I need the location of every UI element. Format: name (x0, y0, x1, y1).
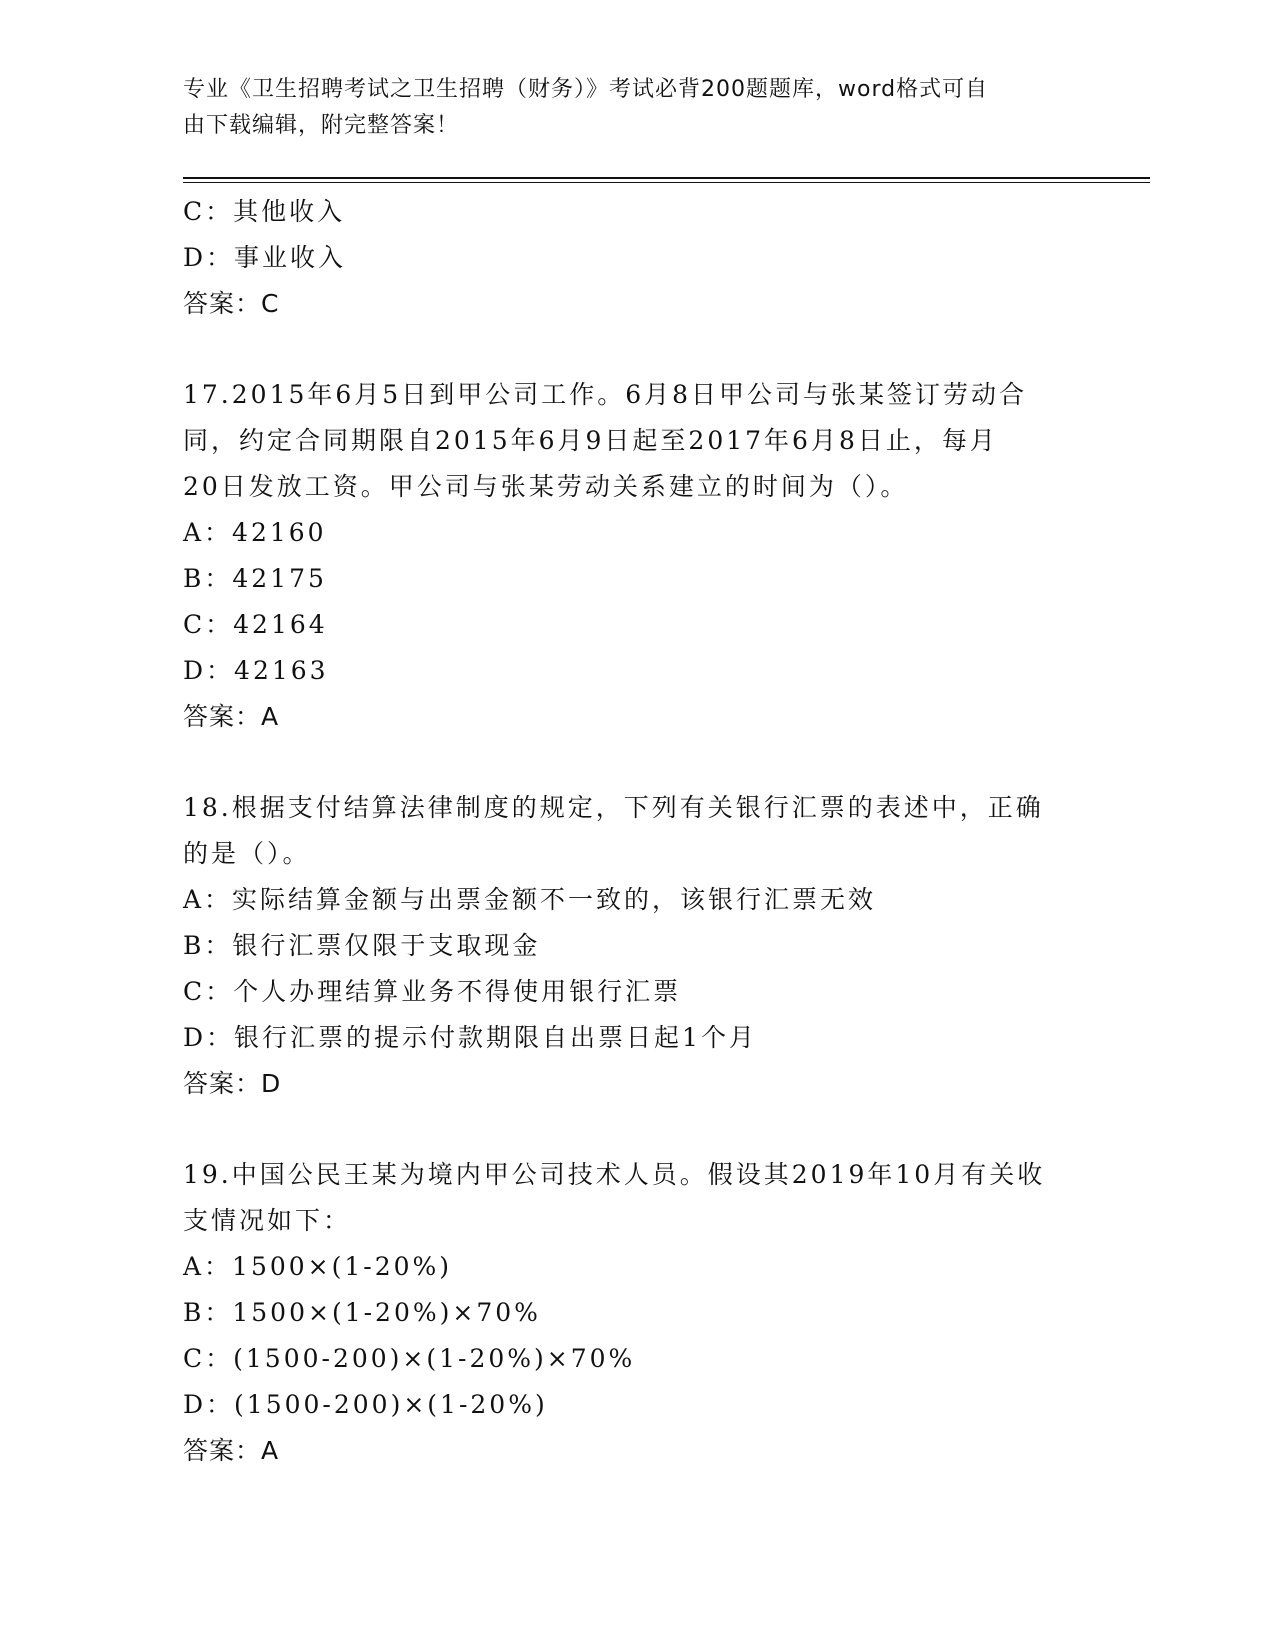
option-d: D：事业收入 (183, 243, 347, 272)
question-list (183, 189, 1083, 1474)
question-18-option-b: B：银行汇票仅限于支取现金 (183, 931, 541, 960)
header-line-1: 专业《卫生招聘考试之卫生招聘（财务）》考试必背200题题库，word格式可自 (183, 77, 989, 102)
question-19-text-line-2: 支情况如下： (183, 1206, 352, 1235)
question-19-option-d: D：(1500-200)×(1-20%) (183, 1390, 548, 1419)
question-18-option-a: A：实际结算金额与出票金额不一致的，该银行汇票无效 (183, 885, 877, 914)
question-18-option-d: D：银行汇票的提示付款期限自出票日起1个月 (183, 1023, 757, 1052)
question-17-option-d: D：42163 (183, 656, 329, 685)
question-19-answer: 答案：A (183, 1436, 280, 1465)
question-17-option-c: C：42164 (183, 610, 328, 639)
option-c: C：其他收入 (183, 197, 346, 226)
question-18-answer: 答案：D (183, 1069, 282, 1098)
document-header (183, 72, 1063, 144)
question-17-answer: 答案：A (183, 702, 280, 731)
question-19-option-c: C：(1500-200)×(1-20%)×70% (183, 1344, 636, 1373)
question-18-text-line-1: 18.根据支付结算法律制度的规定，下列有关银行汇票的表述中，正确 (183, 793, 1044, 822)
question-19-option-b: B：1500×(1-20%)×70% (183, 1298, 541, 1327)
question-18-text-line-2: 的是（）。 (183, 839, 311, 868)
header-line-2: 由下载编辑，附完整答案！ (183, 113, 460, 138)
question-17-text-line-1: 17.2015年6月5日到甲公司工作。6月8日甲公司与张某签订劳动合 (183, 380, 1028, 409)
header-rule-thin (183, 182, 1150, 183)
question-19-option-a: A：1500×(1-20%) (183, 1252, 453, 1281)
header-rule-thick (183, 177, 1150, 179)
answer-label: 答案：C (183, 289, 280, 318)
question-17-option-a: A：42160 (183, 518, 327, 547)
question-17-text-line-2: 同，约定合同期限自2015年6月9日起至2017年6月8日止，每月 (183, 426, 998, 455)
question-17-option-b: B：42175 (183, 564, 327, 593)
question-17-text-line-3: 20日发放工资。甲公司与张某劳动关系建立的时间为（）。 (183, 472, 909, 501)
question-18-option-c: C：个人办理结算业务不得使用银行汇票 (183, 977, 682, 1006)
question-19-text-line-1: 19.中国公民王某为境内甲公司技术人员。假设其2019年10月有关收 (183, 1160, 1046, 1189)
